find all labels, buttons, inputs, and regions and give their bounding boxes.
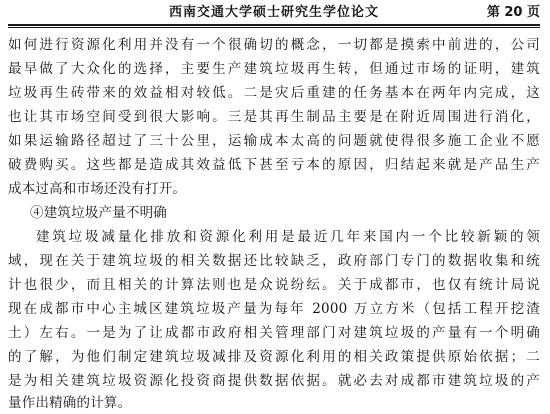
text-line: 最早做了大众化的选择，主要生产建筑垃圾再生转，但通过市场的证明，建筑 (8, 61, 540, 77)
text-line: 现在成都市中心主城区建筑垃圾产量为每年 2000 万立方米（包括工程开挖渣 (8, 301, 540, 317)
text-line: 如何进行资源化利用并没有一个很确切的概念，一切都是摸索中前进的，公司 (8, 37, 540, 53)
page-header (8, 4, 540, 26)
text-line: 是为相关建筑垃圾资源化投资商提供数据依据。就必去对成都市建筑垃圾的产 (8, 373, 540, 389)
text-line: 建筑垃圾减量化排放和资源化利用是最近几年来国内一个比较新颖的领 (36, 229, 540, 245)
text-line: 破费购买。这些都是造成其效益低下甚至亏本的原因，归结起来就是产品生产 (8, 157, 540, 173)
text-line: 垃圾再生砖带来的效益相对较低。二是灾后重建的任务基本在两年内完成，这 (8, 85, 540, 101)
text-line: 如果运输路径超过了三十公里，运输成本太高的问题就使得很多施工企业不愿 (8, 133, 540, 149)
text-line: 计也很少，而且相关的计算法则也是众说纷纭。关于成都市，也仅有统计局说 (8, 277, 540, 293)
section-heading: ④建筑垃圾产量不明确 (30, 205, 167, 221)
thesis-title: 西南交通大学硕士研究生学位论文 (168, 5, 379, 20)
text-line: 土）左右。一是为了让成都市政府相关管理部门对建筑垃圾的产量有一个明确 (8, 325, 540, 341)
text-line: 域，现在关于建筑垃圾的相关数据还比较缺乏，政府部门专门的数据收集和统 (8, 253, 540, 269)
page-number: 第 20 页 (486, 5, 540, 20)
header-divider (8, 27, 540, 28)
text-line: 量作出精确的计算。 (8, 395, 132, 411)
text-line: 的了解，为他们制定建筑垃圾减排及资源化利用的相关政策提供原始依据；二 (8, 349, 540, 365)
text-line: 成本过高和市场还没有打开。 (8, 181, 187, 197)
text-line: 也让其市场空间受到很大影响。三是其再生制品主要是在附近周围进行消化， (8, 109, 540, 125)
